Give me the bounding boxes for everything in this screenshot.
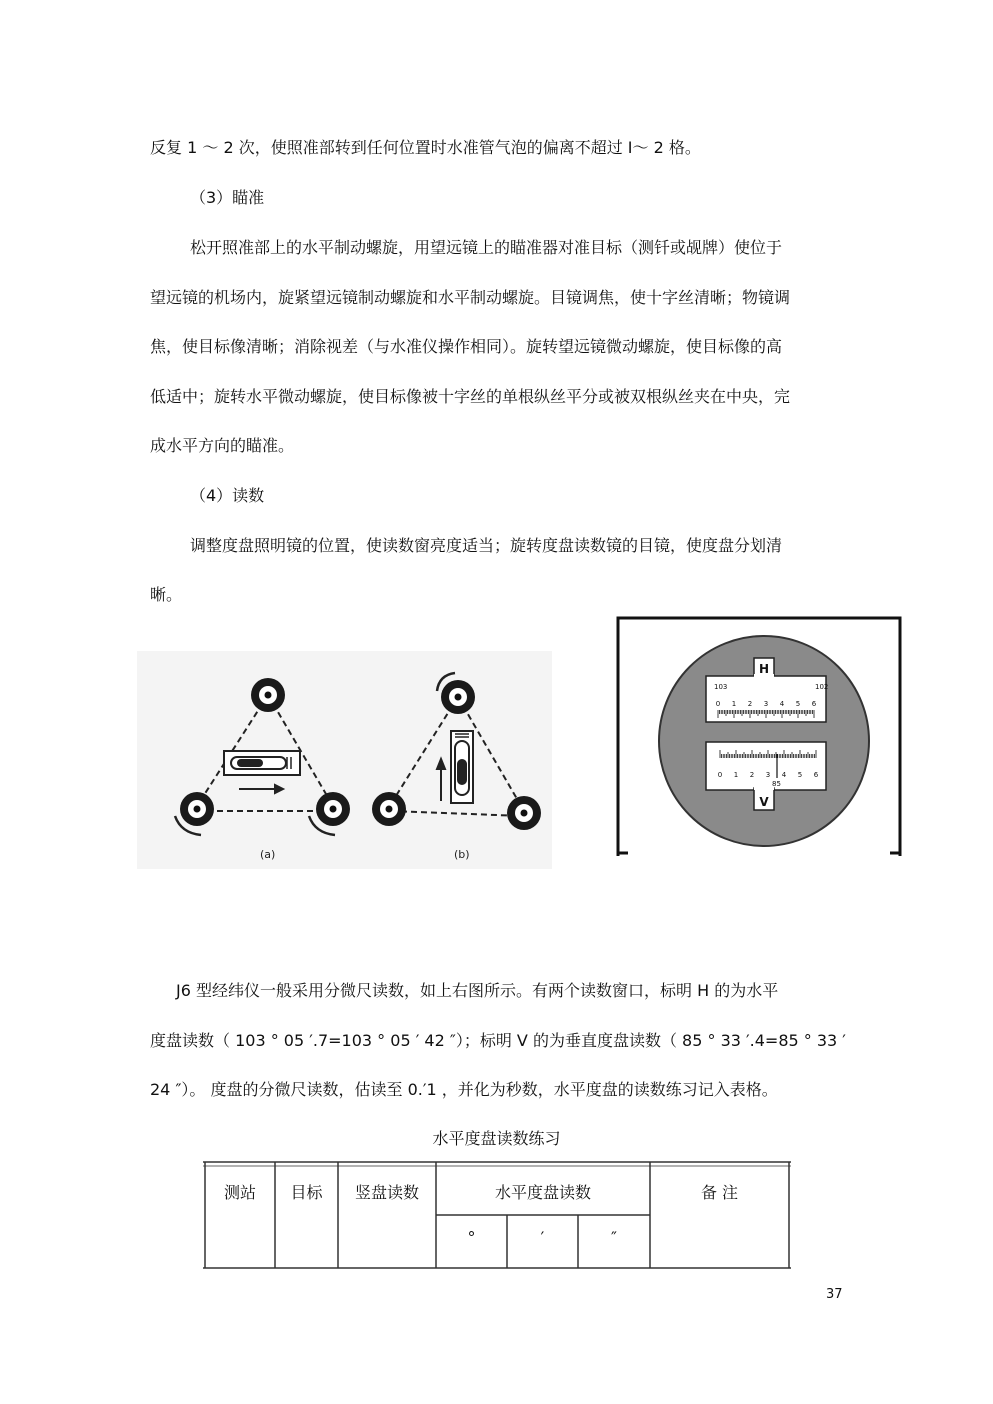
- scale-digit: 0: [715, 700, 721, 708]
- scale-digit: 4: [779, 700, 785, 708]
- degree-label-85: 85: [772, 780, 781, 788]
- section-heading-aiming: （3）瞄准: [190, 188, 265, 207]
- header-vertical-reading: 竖盘读数: [354, 1183, 419, 1202]
- header-target: 目标: [290, 1183, 323, 1202]
- paragraph-line: 晰。: [150, 585, 183, 604]
- header-station: 测站: [223, 1183, 256, 1202]
- header-remarks: 备 注: [700, 1183, 739, 1202]
- scale-digit: 3: [765, 771, 771, 779]
- degree-label-103: 103: [714, 683, 728, 691]
- section-heading-reading: （4）读数: [190, 486, 265, 505]
- paragraph-line: J6 型经纬仪一般采用分微尺读数，如上右图所示。有两个读数窗口，标明 H 的为水平: [176, 981, 779, 1000]
- subheader-degrees: °: [467, 1228, 476, 1247]
- window-label-h: H: [758, 662, 770, 676]
- figure-label-a: (a): [260, 848, 276, 861]
- paragraph-line: 低适中；旋转水平微动螺旋，使目标像被十字丝的单根纵丝平分或被双根纵丝夹在中央，完: [150, 387, 791, 406]
- paragraph-line: 度盘读数（ 103 ° 05 ′.7=103 ° 05 ′ 42 ″）；标明 V 的为垂直度盘读数（ 85 ° 33 ′.4=85 ° 33 ′: [150, 1031, 846, 1050]
- page-number: 37: [826, 1287, 843, 1302]
- paragraph-line: 成水平方向的瞄准。: [150, 436, 295, 455]
- degree-label-102: 102: [815, 683, 829, 691]
- window-label-v: V: [759, 795, 769, 809]
- scale-digit: 1: [733, 771, 739, 779]
- paragraph-line: 松开照准部上的水平制动螺旋，用望远镜上的瞄准器对准目标（测钎或觇牌）使位于: [190, 238, 783, 257]
- scale-digit: 1: [731, 700, 737, 708]
- scale-digit: 2: [749, 771, 755, 779]
- paragraph-line: 反复 1 ～ 2 次，使照准部转到任何位置时水准管气泡的偏离不超过 Ⅰ～ 2 格。: [150, 138, 701, 157]
- scale-digit: 2: [747, 700, 753, 708]
- paragraph-line: 24 ″）。 度盘的分微尺读数，估读至 0.′1 ，并化为秒数，水平度盘的读数练习记入表格。: [150, 1080, 778, 1099]
- scale-digit: 4: [781, 771, 787, 779]
- scale-digit: 6: [811, 700, 817, 708]
- paragraph-line: 望远镜的机场内，旋紧望远镜制动螺旋和水平制动螺旋。目镜调焦，使十字丝清晰；物镜调: [150, 288, 791, 307]
- scale-digit: 6: [813, 771, 819, 779]
- paragraph-line: 调整度盘照明镜的位置，使读数窗亮度适当；旋转度盘读数镜的目镜，使度盘分划清: [190, 536, 783, 555]
- scale-digit: 0: [717, 771, 723, 779]
- subheader-minutes: ′: [540, 1228, 545, 1247]
- subheader-seconds: ″: [611, 1228, 617, 1247]
- table-title: 水平度盘读数练习: [432, 1129, 561, 1148]
- scale-digit: 5: [795, 700, 801, 708]
- header-horizontal-reading: 水平度盘读数: [494, 1183, 591, 1202]
- figure-label-b: (b): [454, 848, 470, 861]
- scale-digit: 3: [763, 700, 769, 708]
- paragraph-line: 焦，使目标像清晰；消除视差（与水准仪操作相同）。旋转望远镜微动螺旋，使目标像的高: [150, 337, 783, 356]
- scale-digit: 5: [797, 771, 803, 779]
